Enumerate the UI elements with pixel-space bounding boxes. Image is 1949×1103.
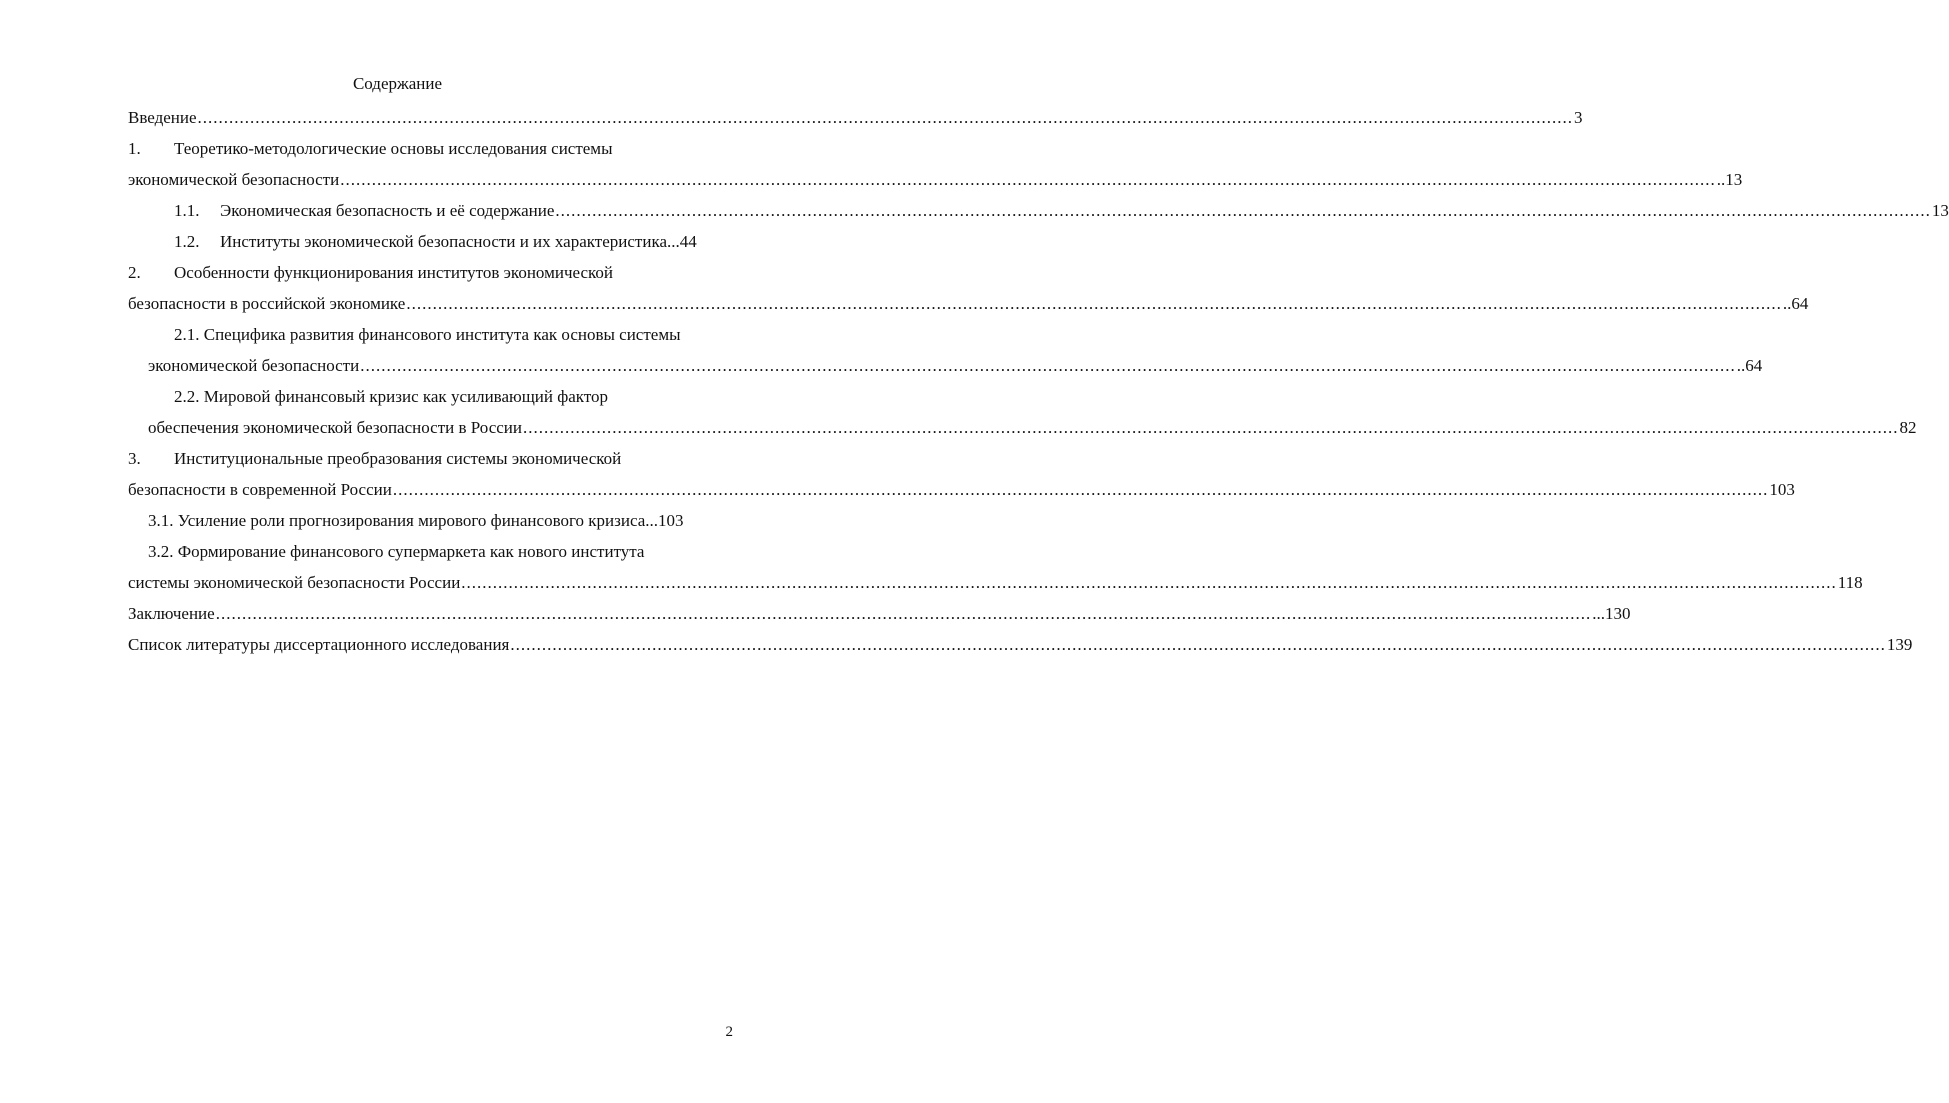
toc-entry-page: 3: [1574, 108, 1583, 127]
toc-entry-conclusion: [128, 598, 1631, 629]
toc-entry-text: 3.1. Усиление роли прогнозирования мирового финансового кризиса: [148, 511, 646, 530]
toc-entry-text: Экономическая безопасность и её содержание: [220, 201, 555, 220]
dot-leader: [406, 288, 1782, 319]
toc-entry-text: 3.2. Формирование финансового супермаркета как нового института: [148, 542, 645, 561]
dot-leader: [340, 164, 1716, 195]
toc-entry-text: Список литературы диссертационного исследования: [128, 635, 510, 654]
toc-section-1-1: [128, 195, 1949, 226]
toc-chapter-number: 3.: [128, 449, 141, 468]
toc-entry-text: Институты экономической безопасности и их характеристика: [220, 232, 667, 251]
toc-entry-page: 118: [1837, 573, 1863, 592]
toc-chapter-1-continuation: [128, 164, 1743, 195]
toc-entry-page: ..13: [1716, 170, 1743, 189]
toc-section-3-2-continuation: [128, 567, 1863, 598]
dot-leader: [360, 350, 1736, 381]
toc-section-number: 1.1.: [174, 201, 200, 220]
toc-entry-page: ...44: [667, 232, 697, 251]
toc-entry-text: экономической безопасности: [128, 170, 340, 189]
toc-chapter-3-continuation: [128, 474, 1795, 505]
toc-entry-intro: [128, 102, 1583, 133]
page-number: 2: [725, 1024, 733, 1040]
dot-leader: [461, 567, 1837, 598]
toc-entry-text: 2.2. Мировой финансовый кризис как усиливающий фактор: [174, 387, 609, 406]
dot-leader: [510, 629, 1886, 660]
toc-chapter-3-heading: [128, 443, 734, 474]
toc-section-3-1: [128, 505, 734, 536]
dot-leader: [555, 195, 1931, 226]
toc-section-number: 1.2.: [174, 232, 200, 251]
page-title: Содержание: [352, 74, 443, 93]
toc-section-2-2-heading: [128, 381, 734, 412]
toc-entry-text: экономической безопасности: [148, 356, 360, 375]
toc-entry-page: ...130: [1592, 604, 1631, 623]
toc-entry-page: 139: [1886, 635, 1913, 654]
dot-leader: [216, 598, 1592, 629]
toc-entry-text: Теоретико-методологические основы исследования системы: [174, 139, 613, 158]
toc-entry-page: 82: [1899, 418, 1917, 437]
toc-entry-page: ..64: [1782, 294, 1809, 313]
dot-leader: [393, 474, 1769, 505]
toc-entry-page: 13: [1931, 201, 1949, 220]
toc-chapter-2-heading: [128, 257, 734, 288]
toc-entry-text: Заключение: [128, 604, 215, 623]
toc-chapter-1-heading: [128, 133, 734, 164]
dot-leader: [523, 412, 1899, 443]
toc-chapter-number: 1.: [128, 139, 141, 158]
toc-section-2-2-continuation: [128, 412, 1917, 443]
toc-section-3-2-heading: [128, 536, 734, 567]
toc-entry-text: Введение: [128, 108, 197, 127]
toc-section-2-1-heading: [128, 319, 734, 350]
toc-entry-text: Особенности функционирования институтов экономической: [174, 263, 614, 282]
toc-section-1-2: [128, 226, 734, 257]
toc-entry-text: безопасности в российской экономике: [128, 294, 406, 313]
toc-entry-text: безопасности в современной России: [128, 480, 392, 499]
toc-entry-text: Институциональные преобразования системы экономической: [174, 449, 622, 468]
toc-chapter-number: 2.: [128, 263, 141, 282]
toc-chapter-2-continuation: [128, 288, 1809, 319]
toc-entry-page: ..64: [1736, 356, 1763, 375]
toc-entry-text: системы экономической безопасности России: [128, 573, 461, 592]
table-of-contents: [128, 102, 1949, 660]
toc-section-2-1-continuation: [128, 350, 1763, 381]
dot-leader: [198, 102, 1574, 133]
toc-entry-text: обеспечения экономической безопасности в России: [148, 418, 522, 437]
toc-entry-bibliography: [128, 629, 1913, 660]
toc-entry-page: ...103: [645, 511, 684, 530]
toc-entry-text: 2.1. Специфика развития финансового института как основы системы: [174, 325, 681, 344]
toc-entry-page: 103: [1769, 480, 1795, 499]
